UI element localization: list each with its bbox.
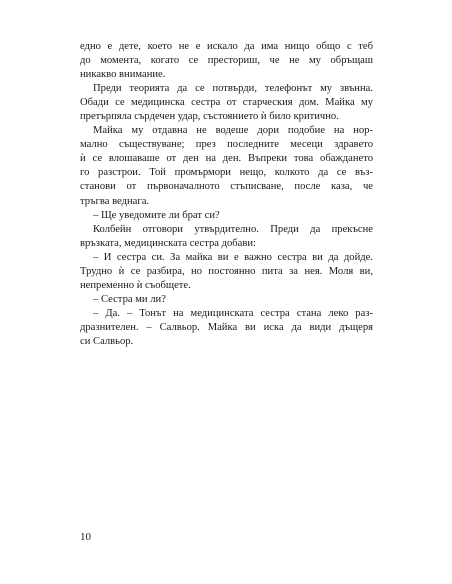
text-line: дразнителен. – Салвьор. Майка ви иска да види дъщеря <box>80 321 373 333</box>
text-line: – И сестра си. За майка ви е важно сестра ви да дойде. <box>93 251 373 263</box>
text-line: – Да. – Тонът на медицинската сестра стана леко раз- <box>93 307 373 319</box>
text-line: – Ще уведомите ли брат си? <box>93 209 220 221</box>
text-line: го разстрои. Той промърмори нещо, колкото да се въз- <box>80 167 373 179</box>
text-line: непременно ѝ съобщете. <box>80 279 191 291</box>
text-line: Трудно ѝ се разбира, но постоянно пита за нея. Моля ви, <box>80 265 373 277</box>
page-number: 10 <box>80 531 91 543</box>
page-body-text <box>80 40 373 349</box>
text-line: мално съществуване; през последните месеци здравето <box>80 139 373 151</box>
text-line: връзката, медицинската сестра добави: <box>80 237 256 249</box>
text-line: ѝ се влошаваше от ден на ден. Въпреки това обаждането <box>80 153 373 165</box>
text-line: Преди теорията да се потвърди, телефонът му звънна. <box>93 83 373 95</box>
text-line: претърпяла сърдечен удар, състоянието ѝ било критично. <box>80 111 339 123</box>
text-line: си Салвьор. <box>80 335 134 347</box>
text-line: станови от първоначалното стъписване, после каза, че <box>80 181 373 193</box>
text-line: Майка му отдавна не водеше дори подобие на нор- <box>93 125 373 137</box>
text-line: до момента, когато се престориш, че не му обръщаш <box>80 55 373 67</box>
text-line: едно е дете, което не е искало да има нищо общо с теб <box>80 41 373 52</box>
text-line: Колбейн отговори утвърдително. Преди да прекъсне <box>93 223 373 235</box>
text-line: – Сестра ми ли? <box>93 293 166 305</box>
text-line: Обади се медицинска сестра от старческия дом. Майка му <box>80 97 373 109</box>
text-line: тръгва веднага. <box>80 195 150 207</box>
text-line: никакво внимание. <box>80 69 166 81</box>
